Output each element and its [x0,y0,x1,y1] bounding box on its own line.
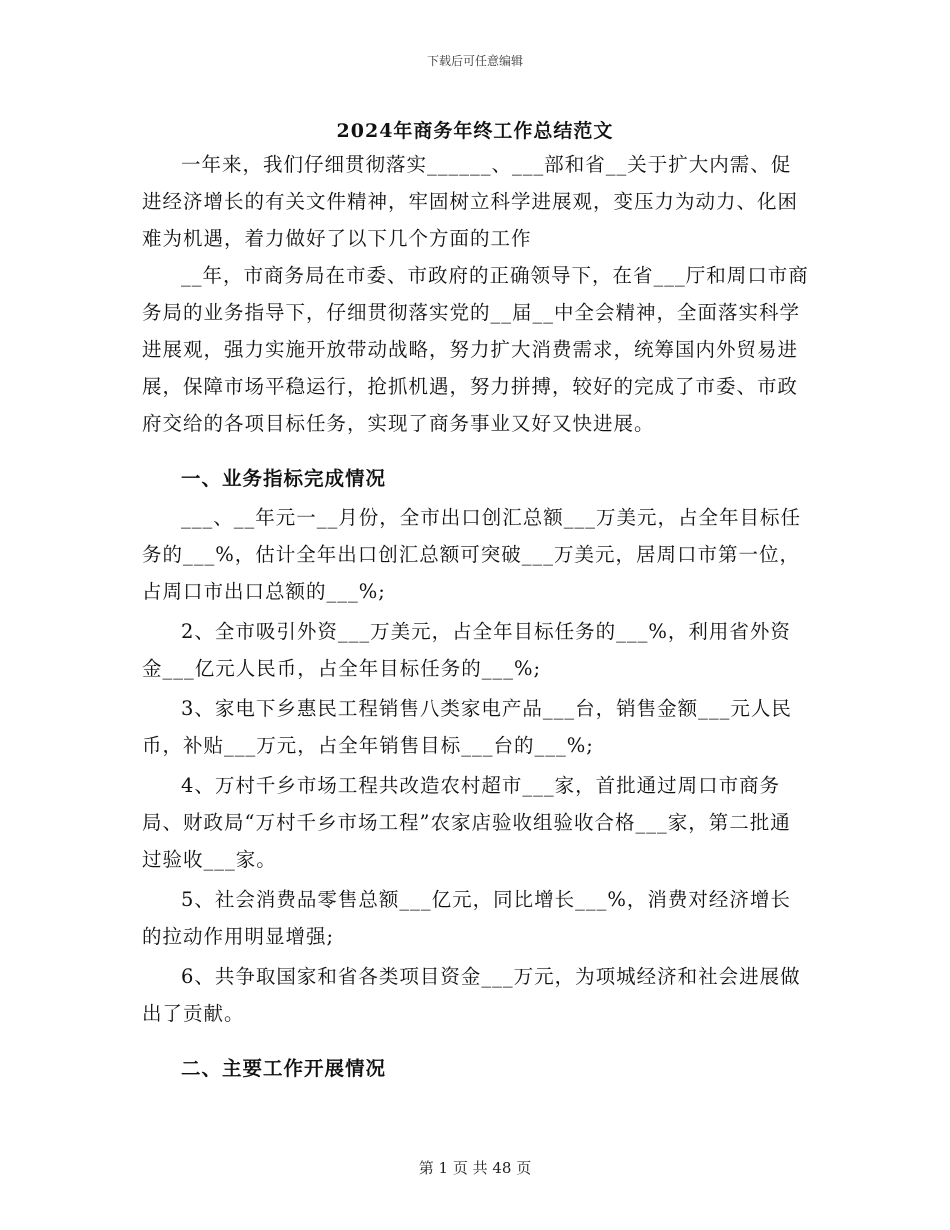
page-header: 下载后可任意编辑 [426,54,523,68]
indicator-item: 3、家电下乡惠民工程销售八类家电产品___台，销售金额___元人民币，补贴___万元，占全年销售目标___台的___%; [142,697,792,757]
section-heading-work: 二、主要工作开展情况 [181,1057,387,1080]
intro-paragraph: 一年来，我们仔细贯彻落实______、___部和省__关于扩大内需、促进经济增长的有关文件精神，牢固树立科学进展观，变压力为动力、化困难为机遇，着力做好了以下几个方面的工作 [142,153,799,250]
indicator-item: 5、社会消费品零售总额___亿元，同比增长___%，消费对经济增长的拉动作用明显增强; [142,888,791,948]
summary-paragraph: __年，市商务局在市委、市政府的正确领导下，在省___厅和周口市商务局的业务指导下，仔细贯彻落实党的__届__中全会精神，全面落实科学进展观，强力实施开放带动战略，努力扩大消费需求，统筹国内外贸易进展，保障市场平稳运行，抢抓机遇，努力拼搏，较好的完成了市委、市政府交给的各项目标任务，实现了商务事业又好又快进展。 [142,264,809,435]
document-title: 2024年商务年终工作总结范文 [336,120,614,142]
page-footer: 第 1 页 共 48 页 [418,1159,532,1177]
indicator-item: ___、__年元一__月份，全市出口创汇总额___万美元，占全年目标任务的___%，估计全年出口创汇总额可突破___万美元，居周口市第一位，占周口市出口总额的___%; [142,506,802,603]
section-heading-indicators: 一、业务指标完成情况 [181,467,387,490]
indicator-item: 2、全市吸引外资___万美元，占全年目标任务的___%，利用省外资金___亿元人民币，占全年目标任务的___%; [142,620,791,680]
indicator-item: 4、万村千乡市场工程共改造农村超市___家，首批通过周口市商务局、财政局“万村千乡市场工程”农家店验收组验收合格___家，第二批通过验收___家。 [142,774,791,871]
indicator-item: 6、共争取国家和省各类项目资金___万元，为项城经济和社会进展做出了贡献。 [142,965,801,1025]
document-body [142,146,810,1087]
